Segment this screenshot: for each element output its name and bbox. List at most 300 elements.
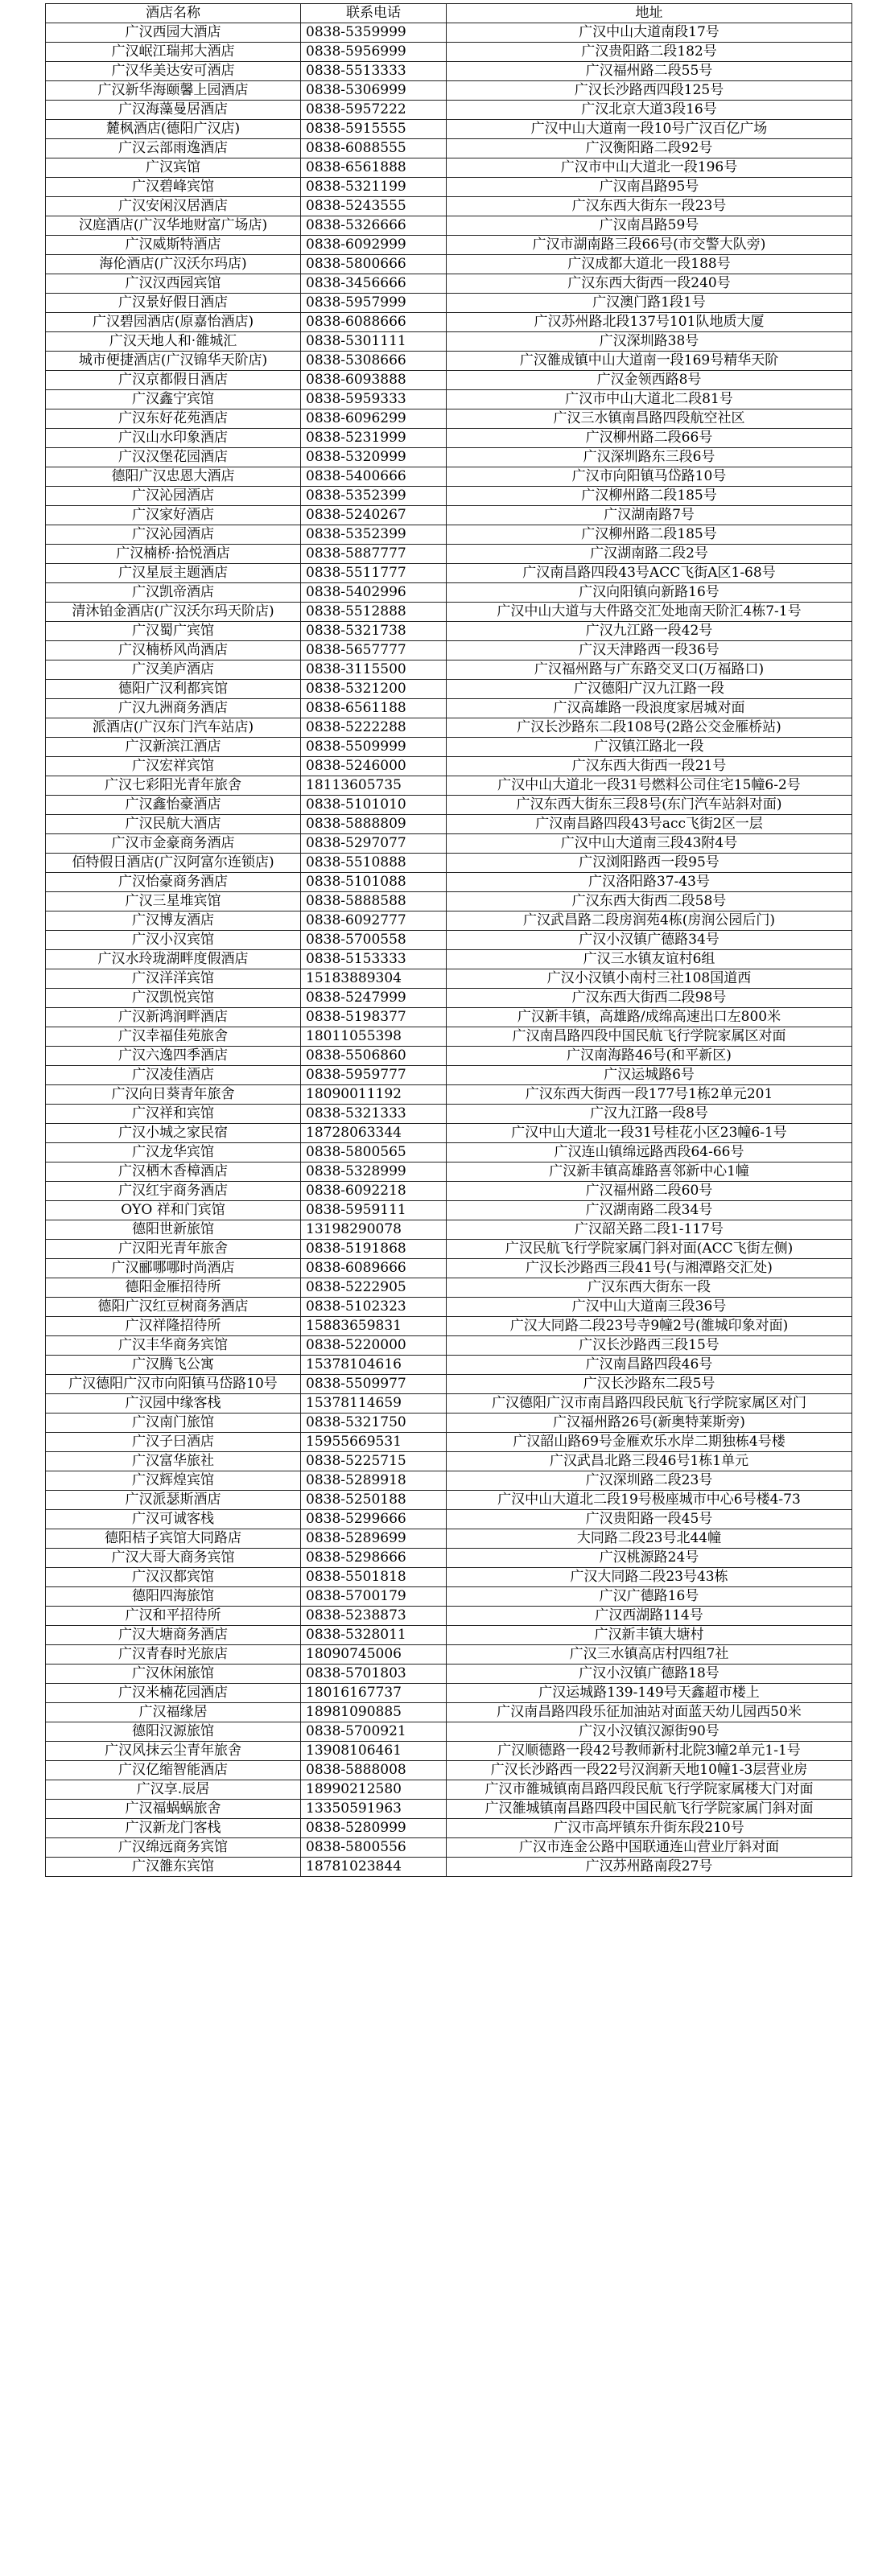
address-cell: 广汉市向阳镇马岱路10号 xyxy=(447,467,852,487)
hotel-name-cell: 广汉威斯特酒店 xyxy=(46,236,301,255)
table-row xyxy=(46,390,852,409)
hotel-name-cell: 佰特假日酒店(广汉阿富尔连锁店) xyxy=(46,854,301,873)
hotel-name-cell: 广汉七彩阳光青年旅舍 xyxy=(46,776,301,796)
address-cell: 广汉湖南路7号 xyxy=(447,506,852,525)
address-cell: 广汉中山大道南三段43附4号 xyxy=(447,834,852,854)
hotel-table xyxy=(45,3,852,1877)
hotel-name-cell: 广汉汉堡花园酒店 xyxy=(46,448,301,467)
address-cell: 广汉小汉镇广德路34号 xyxy=(447,931,852,950)
phone-cell: 0838-6093888 xyxy=(301,371,447,390)
address-cell: 广汉韶关路二段1-117号 xyxy=(447,1220,852,1240)
phone-cell: 0838-5800556 xyxy=(301,1838,447,1858)
hotel-name-cell: 广汉新华海颐馨上园酒店 xyxy=(46,81,301,101)
hotel-name-cell: 广汉雒东宾馆 xyxy=(46,1858,301,1877)
table-row xyxy=(46,448,852,467)
phone-cell: 18981090885 xyxy=(301,1703,447,1722)
table-row xyxy=(46,1105,852,1124)
hotel-name-cell: 广汉洋洋宾馆 xyxy=(46,969,301,989)
table-row xyxy=(46,1607,852,1626)
address-cell: 广汉广德路16号 xyxy=(447,1587,852,1607)
address-cell: 广汉南海路46号(和平新区) xyxy=(447,1047,852,1066)
table-row xyxy=(46,1587,852,1607)
table-row xyxy=(46,1742,852,1761)
address-cell: 广汉运城路139-149号天鑫超市楼上 xyxy=(447,1684,852,1703)
hotel-name-cell: 广汉宏祥宾馆 xyxy=(46,757,301,776)
phone-cell: 18016167737 xyxy=(301,1684,447,1703)
table-row xyxy=(46,1819,852,1838)
phone-cell: 0838-5280999 xyxy=(301,1819,447,1838)
table-row xyxy=(46,603,852,622)
hotel-name-cell: 广汉民航大酒店 xyxy=(46,815,301,834)
phone-cell: 0838-5198377 xyxy=(301,1008,447,1027)
table-row xyxy=(46,1008,852,1027)
phone-cell: 0838-6088666 xyxy=(301,313,447,332)
address-cell: 广汉南昌路四段43号acc飞街2区一层 xyxy=(447,815,852,834)
hotel-name-cell: 德阳桔子宾馆大同路店 xyxy=(46,1529,301,1549)
table-row xyxy=(46,969,852,989)
table-row xyxy=(46,1510,852,1529)
table-row xyxy=(46,352,852,371)
table-row xyxy=(46,313,852,332)
hotel-name-cell: 广汉享.辰居 xyxy=(46,1780,301,1800)
address-cell: 广汉东西大街西二段98号 xyxy=(447,989,852,1008)
table-row xyxy=(46,892,852,911)
hotel-name-cell: 广汉汉都宾馆 xyxy=(46,1568,301,1587)
table-row xyxy=(46,757,852,776)
phone-cell: 0838-5299666 xyxy=(301,1510,447,1529)
phone-cell: 18781023844 xyxy=(301,1858,447,1877)
phone-cell: 0838-5225715 xyxy=(301,1452,447,1471)
table-row xyxy=(46,1568,852,1587)
address-cell: 广汉长沙路西四段125号 xyxy=(447,81,852,101)
phone-cell: 0838-5222288 xyxy=(301,718,447,738)
phone-cell: 0838-5153333 xyxy=(301,950,447,969)
phone-cell: 0838-5297077 xyxy=(301,834,447,854)
address-cell: 广汉镇江路北一段 xyxy=(447,738,852,757)
hotel-name-cell: 广汉华美达安可酒店 xyxy=(46,62,301,81)
address-cell: 广汉长沙路东二段108号(2路公交金雁桥站) xyxy=(447,718,852,738)
hotel-name-cell: 麓枫酒店(德阳广汉店) xyxy=(46,120,301,139)
phone-cell: 18990212580 xyxy=(301,1780,447,1800)
hotel-name-cell: 广汉小汉宾馆 xyxy=(46,931,301,950)
table-row xyxy=(46,178,852,197)
phone-cell: 0838-5246000 xyxy=(301,757,447,776)
phone-cell: 0838-5289918 xyxy=(301,1471,447,1491)
address-cell: 广汉东西大街东三段8号(东门汽车站斜对面) xyxy=(447,796,852,815)
hotel-name-cell: 广汉大哥大商务宾馆 xyxy=(46,1549,301,1568)
address-cell: 广汉南昌路95号 xyxy=(447,178,852,197)
address-cell: 广汉新丰镇高雄路喜邻新中心1幢 xyxy=(447,1162,852,1182)
phone-cell: 18090011192 xyxy=(301,1085,447,1105)
table-row xyxy=(46,1085,852,1105)
table-row xyxy=(46,81,852,101)
hotel-name-cell: 广汉凯悦宾馆 xyxy=(46,989,301,1008)
table-row xyxy=(46,1027,852,1047)
header-phone: 联系电话 xyxy=(301,4,447,23)
address-cell: 广汉长沙路西三段41号(与湘潭路交汇处) xyxy=(447,1259,852,1278)
address-cell: 广汉市湖南路三段66号(市交警大队旁) xyxy=(447,236,852,255)
table-row xyxy=(46,197,852,216)
table-row xyxy=(46,216,852,236)
table-row xyxy=(46,1394,852,1414)
hotel-name-cell: 广汉山水印象酒店 xyxy=(46,429,301,448)
hotel-name-cell: 派酒店(广汉东门汽车站店) xyxy=(46,718,301,738)
phone-cell: 0838-5959111 xyxy=(301,1201,447,1220)
phone-cell: 0838-5326666 xyxy=(301,216,447,236)
table-row xyxy=(46,1529,852,1549)
phone-cell: 0838-6089666 xyxy=(301,1259,447,1278)
address-cell: 广汉小汉镇广德路18号 xyxy=(447,1665,852,1684)
phone-cell: 18011055398 xyxy=(301,1027,447,1047)
table-row xyxy=(46,1124,852,1143)
phone-cell: 13350591963 xyxy=(301,1800,447,1819)
hotel-name-cell: 广汉水玲珑湖畔度假酒店 xyxy=(46,950,301,969)
address-cell: 广汉福州路二段55号 xyxy=(447,62,852,81)
address-cell: 广汉三水镇南昌路四段航空社区 xyxy=(447,409,852,429)
hotel-name-cell: 广汉米楠花园酒店 xyxy=(46,1684,301,1703)
phone-cell: 0838-5298666 xyxy=(301,1549,447,1568)
phone-cell: 0838-5800666 xyxy=(301,255,447,274)
hotel-name-cell: 广汉西园大酒店 xyxy=(46,23,301,43)
hotel-name-cell: 广汉博友酒店 xyxy=(46,911,301,931)
table-row xyxy=(46,660,852,680)
table-row xyxy=(46,1452,852,1471)
address-cell: 广汉深圳路38号 xyxy=(447,332,852,352)
address-cell: 广汉苏州路北段137号101队地质大厦 xyxy=(447,313,852,332)
hotel-name-cell: 广汉子曰酒店 xyxy=(46,1433,301,1452)
address-cell: 广汉长沙路西三段15号 xyxy=(447,1336,852,1356)
hotel-name-cell: 德阳广汉忠恩大酒店 xyxy=(46,467,301,487)
address-cell: 广汉洛阳路37-43号 xyxy=(447,873,852,892)
hotel-name-cell: 广汉沁园酒店 xyxy=(46,525,301,545)
table-body xyxy=(46,23,852,1877)
hotel-name-cell: 广汉园中缘客栈 xyxy=(46,1394,301,1414)
hotel-name-cell: 广汉红宇商务酒店 xyxy=(46,1182,301,1201)
address-cell: 广汉柳州路二段185号 xyxy=(447,487,852,506)
address-cell: 广汉新丰镇大塘村 xyxy=(447,1626,852,1645)
table-row xyxy=(46,1491,852,1510)
phone-cell: 0838-5509999 xyxy=(301,738,447,757)
address-cell: 广汉贵阳路一段45号 xyxy=(447,1510,852,1529)
phone-cell: 0838-3456666 xyxy=(301,274,447,294)
table-row xyxy=(46,1626,852,1645)
address-cell: 广汉九江路一段8号 xyxy=(447,1105,852,1124)
address-cell: 广汉德阳广汉九江路一段 xyxy=(447,680,852,699)
table-header xyxy=(46,4,852,23)
address-cell: 广汉东西大街西一段240号 xyxy=(447,274,852,294)
table-row xyxy=(46,1162,852,1182)
table-row xyxy=(46,564,852,583)
hotel-name-cell: 德阳汉源旅馆 xyxy=(46,1722,301,1742)
phone-cell: 0838-6088555 xyxy=(301,139,447,158)
phone-cell: 15955669531 xyxy=(301,1433,447,1452)
header-hotel-name: 酒店名称 xyxy=(46,4,301,23)
phone-cell: 0838-5321200 xyxy=(301,680,447,699)
phone-cell: 0838-5243555 xyxy=(301,197,447,216)
table-row xyxy=(46,1549,852,1568)
hotel-name-cell: 广汉云部雨逸酒店 xyxy=(46,139,301,158)
table-row xyxy=(46,1800,852,1819)
table-row xyxy=(46,911,852,931)
hotel-name-cell: 广汉亿缩智能酒店 xyxy=(46,1761,301,1780)
phone-cell: 0838-5238873 xyxy=(301,1607,447,1626)
phone-cell: 0838-5888588 xyxy=(301,892,447,911)
phone-cell: 0838-5352399 xyxy=(301,525,447,545)
table-row xyxy=(46,1240,852,1259)
table-row xyxy=(46,255,852,274)
address-cell: 广汉金领西路8号 xyxy=(447,371,852,390)
table-row xyxy=(46,506,852,525)
table-row xyxy=(46,525,852,545)
phone-cell: 0838-5700921 xyxy=(301,1722,447,1742)
address-cell: 广汉小汉镇小南村三社108国道西 xyxy=(447,969,852,989)
table-row xyxy=(46,1047,852,1066)
phone-cell: 0838-6092777 xyxy=(301,911,447,931)
table-row xyxy=(46,1471,852,1491)
address-cell: 广汉三水镇高店村四组7社 xyxy=(447,1645,852,1665)
address-cell: 广汉大同路二段23号寺9幢2号(雒城印象对面) xyxy=(447,1317,852,1336)
phone-cell: 0838-5231999 xyxy=(301,429,447,448)
phone-cell: 13198290078 xyxy=(301,1220,447,1240)
hotel-name-cell: 广汉阳光青年旅舍 xyxy=(46,1240,301,1259)
hotel-name-cell: 广汉休闲旅馆 xyxy=(46,1665,301,1684)
phone-cell: 0838-5102323 xyxy=(301,1298,447,1317)
address-cell: 广汉西湖路114号 xyxy=(447,1607,852,1626)
phone-cell: 0838-5700558 xyxy=(301,931,447,950)
address-cell: 广汉南昌路四段中国民航飞行学院家属区对面 xyxy=(447,1027,852,1047)
table-row xyxy=(46,236,852,255)
table-row xyxy=(46,62,852,81)
hotel-name-cell: 广汉六逸四季酒店 xyxy=(46,1047,301,1066)
table-row xyxy=(46,1220,852,1240)
table-row xyxy=(46,873,852,892)
phone-cell: 0838-5402996 xyxy=(301,583,447,603)
table-row xyxy=(46,1356,852,1375)
table-row xyxy=(46,1201,852,1220)
address-cell: 广汉南昌路59号 xyxy=(447,216,852,236)
address-cell: 广汉大同路二段23号43栋 xyxy=(447,1568,852,1587)
table-row xyxy=(46,1722,852,1742)
address-cell: 广汉东西大街西二段58号 xyxy=(447,892,852,911)
hotel-name-cell: 广汉宾馆 xyxy=(46,158,301,178)
hotel-name-cell: OYO 祥和门宾馆 xyxy=(46,1201,301,1220)
hotel-name-cell: 广汉沁园酒店 xyxy=(46,487,301,506)
hotel-name-cell: 广汉海藻曼居酒店 xyxy=(46,101,301,120)
phone-cell: 0838-5321199 xyxy=(301,178,447,197)
phone-cell: 0838-5888809 xyxy=(301,815,447,834)
hotel-name-cell: 广汉市金豪商务酒店 xyxy=(46,834,301,854)
address-cell: 广汉向阳镇向新路16号 xyxy=(447,583,852,603)
address-cell: 广汉中山大道南三段36号 xyxy=(447,1298,852,1317)
table-row xyxy=(46,796,852,815)
hotel-name-cell: 德阳四海旅馆 xyxy=(46,1587,301,1607)
phone-cell: 0838-6561888 xyxy=(301,158,447,178)
hotel-name-cell: 广汉栖木香樟酒店 xyxy=(46,1162,301,1182)
phone-cell: 0838-5501818 xyxy=(301,1568,447,1587)
phone-cell: 0838-5222905 xyxy=(301,1278,447,1298)
phone-cell: 0838-5289699 xyxy=(301,1529,447,1549)
address-cell: 广汉市中山大道北二段81号 xyxy=(447,390,852,409)
hotel-name-cell: 广汉丰华商务宾馆 xyxy=(46,1336,301,1356)
table-row xyxy=(46,294,852,313)
address-cell: 大同路二段23号北44幢 xyxy=(447,1529,852,1549)
address-cell: 广汉民航飞行学院家属门斜对面(ACC飞街左侧) xyxy=(447,1240,852,1259)
hotel-name-cell: 广汉绵远商务宾馆 xyxy=(46,1838,301,1858)
table-row xyxy=(46,487,852,506)
hotel-name-cell: 广汉向日葵青年旅舍 xyxy=(46,1085,301,1105)
table-row xyxy=(46,1780,852,1800)
hotel-name-cell: 广汉和平招待所 xyxy=(46,1607,301,1626)
phone-cell: 0838-5959333 xyxy=(301,390,447,409)
address-cell: 广汉中山大道北一段31号桂花小区23幢6-1号 xyxy=(447,1124,852,1143)
phone-cell: 0838-6092999 xyxy=(301,236,447,255)
table-row xyxy=(46,1143,852,1162)
table-row xyxy=(46,371,852,390)
address-cell: 广汉柳州路二段66号 xyxy=(447,429,852,448)
hotel-name-cell: 广汉三星堆宾馆 xyxy=(46,892,301,911)
phone-cell: 0838-5321333 xyxy=(301,1105,447,1124)
phone-cell: 0838-6096299 xyxy=(301,409,447,429)
table-row xyxy=(46,950,852,969)
address-cell: 广汉顺德路一段42号教师新村北院3幢2单元1-1号 xyxy=(447,1742,852,1761)
phone-cell: 0838-5247999 xyxy=(301,989,447,1008)
hotel-name-cell: 德阳广汉利都宾馆 xyxy=(46,680,301,699)
phone-cell: 15183889304 xyxy=(301,969,447,989)
table-row xyxy=(46,23,852,43)
hotel-name-cell: 德阳广汉红豆树商务酒店 xyxy=(46,1298,301,1317)
hotel-name-cell: 广汉天地人和·雒城汇 xyxy=(46,332,301,352)
address-cell: 广汉雒城镇南昌路四段中国民航飞行学院家属门斜对面 xyxy=(447,1800,852,1819)
hotel-name-cell: 广汉家好酒店 xyxy=(46,506,301,525)
hotel-name-cell: 广汉凌佳酒店 xyxy=(46,1066,301,1085)
address-cell: 广汉福州路26号(新奥特莱斯旁) xyxy=(447,1414,852,1433)
hotel-name-cell: 广汉腾飞公寓 xyxy=(46,1356,301,1375)
hotel-name-cell: 广汉新滨江酒店 xyxy=(46,738,301,757)
table-row xyxy=(46,1645,852,1665)
hotel-name-cell: 广汉幸福佳苑旅舍 xyxy=(46,1027,301,1047)
phone-cell: 0838-5959777 xyxy=(301,1066,447,1085)
table-row xyxy=(46,718,852,738)
header-address: 地址 xyxy=(447,4,852,23)
phone-cell: 0838-5359999 xyxy=(301,23,447,43)
hotel-name-cell: 广汉楠桥风尚酒店 xyxy=(46,641,301,660)
phone-cell: 0838-5240267 xyxy=(301,506,447,525)
address-cell: 广汉运城路6号 xyxy=(447,1066,852,1085)
table-row xyxy=(46,120,852,139)
phone-cell: 0838-3115500 xyxy=(301,660,447,680)
address-cell: 广汉北京大道3段16号 xyxy=(447,101,852,120)
address-cell: 广汉九江路一段42号 xyxy=(447,622,852,641)
hotel-name-cell: 广汉派瑟斯酒店 xyxy=(46,1491,301,1510)
phone-cell: 0838-5509977 xyxy=(301,1375,447,1394)
phone-cell: 15378114659 xyxy=(301,1394,447,1414)
address-cell: 广汉南昌路四段43号ACC飞街A区1-68号 xyxy=(447,564,852,583)
address-cell: 广汉浏阳路西一段95号 xyxy=(447,854,852,873)
hotel-name-cell: 广汉凯帝酒店 xyxy=(46,583,301,603)
table-row xyxy=(46,43,852,62)
hotel-name-cell: 广汉美庐酒店 xyxy=(46,660,301,680)
table-row xyxy=(46,545,852,564)
hotel-name-cell: 广汉汉西园宾馆 xyxy=(46,274,301,294)
table-row xyxy=(46,429,852,448)
address-cell: 广汉市中山大道北一段196号 xyxy=(447,158,852,178)
address-cell: 广汉市雒城镇南昌路四段民航飞行学院家属楼大门对面 xyxy=(447,1780,852,1800)
address-cell: 广汉连山镇绵远路西段64-66号 xyxy=(447,1143,852,1162)
address-cell: 广汉武昌北路三段46号1栋1单元 xyxy=(447,1452,852,1471)
phone-cell: 0838-5352399 xyxy=(301,487,447,506)
phone-cell: 0838-5306999 xyxy=(301,81,447,101)
address-cell: 广汉中山大道南段17号 xyxy=(447,23,852,43)
address-cell: 广汉市高坪镇东升街东段210号 xyxy=(447,1819,852,1838)
address-cell: 广汉南昌路四段乐征加油站对面蓝天幼儿园西50米 xyxy=(447,1703,852,1722)
phone-cell: 0838-5220000 xyxy=(301,1336,447,1356)
phone-cell: 15378104616 xyxy=(301,1356,447,1375)
phone-cell: 13908106461 xyxy=(301,1742,447,1761)
address-cell: 广汉长沙路东二段5号 xyxy=(447,1375,852,1394)
hotel-name-cell: 广汉福蜗蜗旅舍 xyxy=(46,1800,301,1819)
table-row xyxy=(46,1278,852,1298)
hotel-name-cell: 广汉蜀广宾馆 xyxy=(46,622,301,641)
address-cell: 广汉苏州路南段27号 xyxy=(447,1858,852,1877)
address-cell: 广汉三水镇友谊村6组 xyxy=(447,950,852,969)
table-row xyxy=(46,1838,852,1858)
address-cell: 广汉南昌路四段46号 xyxy=(447,1356,852,1375)
hotel-name-cell: 广汉郦哪哪时尚酒店 xyxy=(46,1259,301,1278)
phone-cell: 0838-6561188 xyxy=(301,699,447,718)
hotel-name-cell: 广汉新鸿润畔酒店 xyxy=(46,1008,301,1027)
table-row xyxy=(46,699,852,718)
address-cell: 广汉小汉镇汉源街90号 xyxy=(447,1722,852,1742)
hotel-name-cell: 广汉新龙门客栈 xyxy=(46,1819,301,1838)
table-row xyxy=(46,1761,852,1780)
phone-cell: 0838-5957999 xyxy=(301,294,447,313)
phone-cell: 0838-5301111 xyxy=(301,332,447,352)
address-cell: 广汉德阳广汉市南昌路四段民航飞行学院家属区对门 xyxy=(447,1394,852,1414)
address-cell: 广汉深圳路二段23号 xyxy=(447,1471,852,1491)
address-cell: 广汉澳门路1段1号 xyxy=(447,294,852,313)
table-row xyxy=(46,1375,852,1394)
table-row xyxy=(46,1298,852,1317)
table-row xyxy=(46,1858,852,1877)
address-cell: 广汉深圳路东三段6号 xyxy=(447,448,852,467)
table-row xyxy=(46,815,852,834)
hotel-name-cell: 广汉辉煌宾馆 xyxy=(46,1471,301,1491)
hotel-name-cell: 广汉鑫怡豪酒店 xyxy=(46,796,301,815)
hotel-name-cell: 广汉祥隆招待所 xyxy=(46,1317,301,1336)
table-row xyxy=(46,680,852,699)
phone-cell: 0838-5328999 xyxy=(301,1162,447,1182)
hotel-name-cell: 广汉青春时光旅店 xyxy=(46,1645,301,1665)
hotel-name-cell: 广汉楠桥·拾悦酒店 xyxy=(46,545,301,564)
address-cell: 广汉东西大街西一段21号 xyxy=(447,757,852,776)
phone-cell: 0838-5957222 xyxy=(301,101,447,120)
hotel-name-cell: 城市便捷酒店(广汉锦华天阶店) xyxy=(46,352,301,371)
address-cell: 广汉东西大街东一段23号 xyxy=(447,197,852,216)
hotel-name-cell: 广汉福缘居 xyxy=(46,1703,301,1722)
phone-cell: 15883659831 xyxy=(301,1317,447,1336)
table-row xyxy=(46,989,852,1008)
hotel-name-cell: 广汉德阳广汉市向阳镇马岱路10号 xyxy=(46,1375,301,1394)
address-cell: 广汉东西大街西一段177号1栋2单元201 xyxy=(447,1085,852,1105)
address-cell: 广汉湖南路二段34号 xyxy=(447,1201,852,1220)
address-cell: 广汉新丰镇，高雄路/成绵高速出口左800米 xyxy=(447,1008,852,1027)
address-cell: 广汉柳州路二段185号 xyxy=(447,525,852,545)
hotel-name-cell: 广汉鑫宁宾馆 xyxy=(46,390,301,409)
address-cell: 广汉雒成镇中山大道南一段169号精华天阶 xyxy=(447,352,852,371)
hotel-name-cell: 广汉京都假日酒店 xyxy=(46,371,301,390)
table-row xyxy=(46,1317,852,1336)
address-cell: 广汉湖南路二段2号 xyxy=(447,545,852,564)
